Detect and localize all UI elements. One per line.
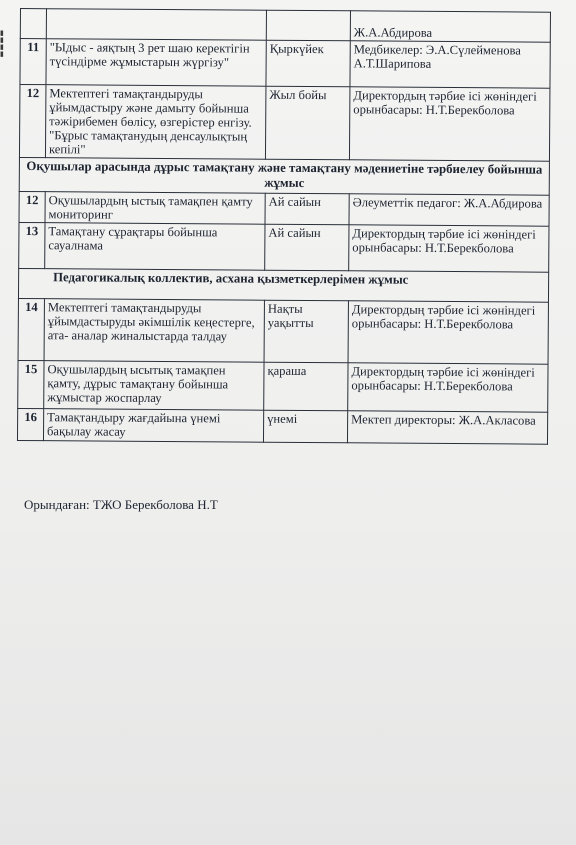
row-action: Оқушылардың ысытық тамақпен қамту, дұрыс тамақтану бойынша жұмыстар жоспарлау	[44, 361, 264, 411]
row-responsible: Әлеуметтік педагог: Ж.А.Абдирова	[349, 194, 549, 226]
plan-table	[17, 8, 551, 445]
row-responsible: Мектеп директоры: Ж.А.Акласова	[347, 411, 547, 444]
row-action: "Ыдыс - аяқтың 3 рет шаю керектігін түсіндірме жұмыстарын жүргізу"	[46, 39, 266, 87]
row-responsible: Ж.А.Абдирова	[350, 11, 550, 42]
section-header-row	[18, 268, 548, 302]
row-number: 11	[20, 39, 46, 85]
section-title: Оқушылар арасында дұрыс тамақтану және тамақтану мәдениетіне тәрбиелеу бойынша жұмыс	[19, 157, 549, 195]
row-date: Қыркүйек	[266, 40, 350, 87]
table-row	[18, 298, 548, 364]
table-row	[19, 191, 549, 226]
table-row	[19, 85, 549, 162]
row-action: Тамақтандыру жағдайына үнемі бақылау жасау	[43, 409, 263, 443]
row-number: 12	[19, 191, 45, 222]
row-action	[46, 9, 266, 41]
row-number: 13	[19, 222, 45, 268]
row-action: Мектептегі тамақтандыруды ұйымдастыруды әкімшілік кеңестерге, ата- аналар жиналыстарда талдау	[44, 299, 264, 363]
row-date: Ай сайын	[265, 193, 349, 225]
row-date	[266, 10, 350, 41]
table-row	[17, 408, 547, 444]
table-row	[19, 222, 549, 272]
signature-line: Орындаған: ТЖО Берекболова Н.Т	[24, 497, 218, 512]
row-responsible: Директордың тәрбие ісі жөніндегі орынбасары: Н.Т.Берекболова	[348, 301, 548, 364]
row-responsible: Директордың тәрбие ісі жөніндегі орынбасары: Н.Т.Берекболова	[349, 87, 550, 161]
row-date: Нақты уақытты	[264, 300, 348, 363]
table-row	[20, 39, 550, 89]
row-action: Тамақтану сұрақтары бойынша сауалнама	[45, 223, 265, 271]
row-action: Оқушылардың ыстық тамақпен қамту мониторинг	[45, 192, 265, 225]
section-title: Педагогикалық коллектив, асхана қызметкерлерімен жұмыс	[18, 268, 548, 302]
row-date: Жыл бойы	[265, 86, 350, 160]
row-responsible: Медбикелер: Э.А.Сүлейменова А.Т.Шарипова	[350, 41, 550, 88]
row-number: 12	[19, 85, 46, 158]
row-date: үнемі	[263, 410, 347, 443]
table-row	[18, 360, 548, 412]
row-number	[20, 9, 46, 39]
row-responsible: Директордың тәрбие ісі жөніндегі орынбасары: Н.Т.Берекболова	[349, 225, 549, 272]
row-number: 14	[18, 298, 44, 360]
row-action: Мектептегі тамақтандыруды ұйымдастыру және дамыту бойынша тәжірибемен бөлісу, өзгерістер енгізу. "Бұрыс тамақтанудың денсаулықтың кепілі"	[45, 85, 266, 160]
row-number: 16	[17, 408, 43, 440]
table-row	[20, 9, 550, 43]
binding-edge: ▮ ▮ ▮ ▮	[0, 29, 4, 58]
section-header-row	[19, 157, 549, 195]
row-responsible: Директордың тәрбие ісі жөніндегі орынбасары: Н.Т.Берекболова	[348, 363, 548, 412]
row-date: қараша	[264, 362, 348, 411]
row-number: 15	[18, 360, 44, 408]
row-date: Ай сайын	[265, 224, 349, 271]
